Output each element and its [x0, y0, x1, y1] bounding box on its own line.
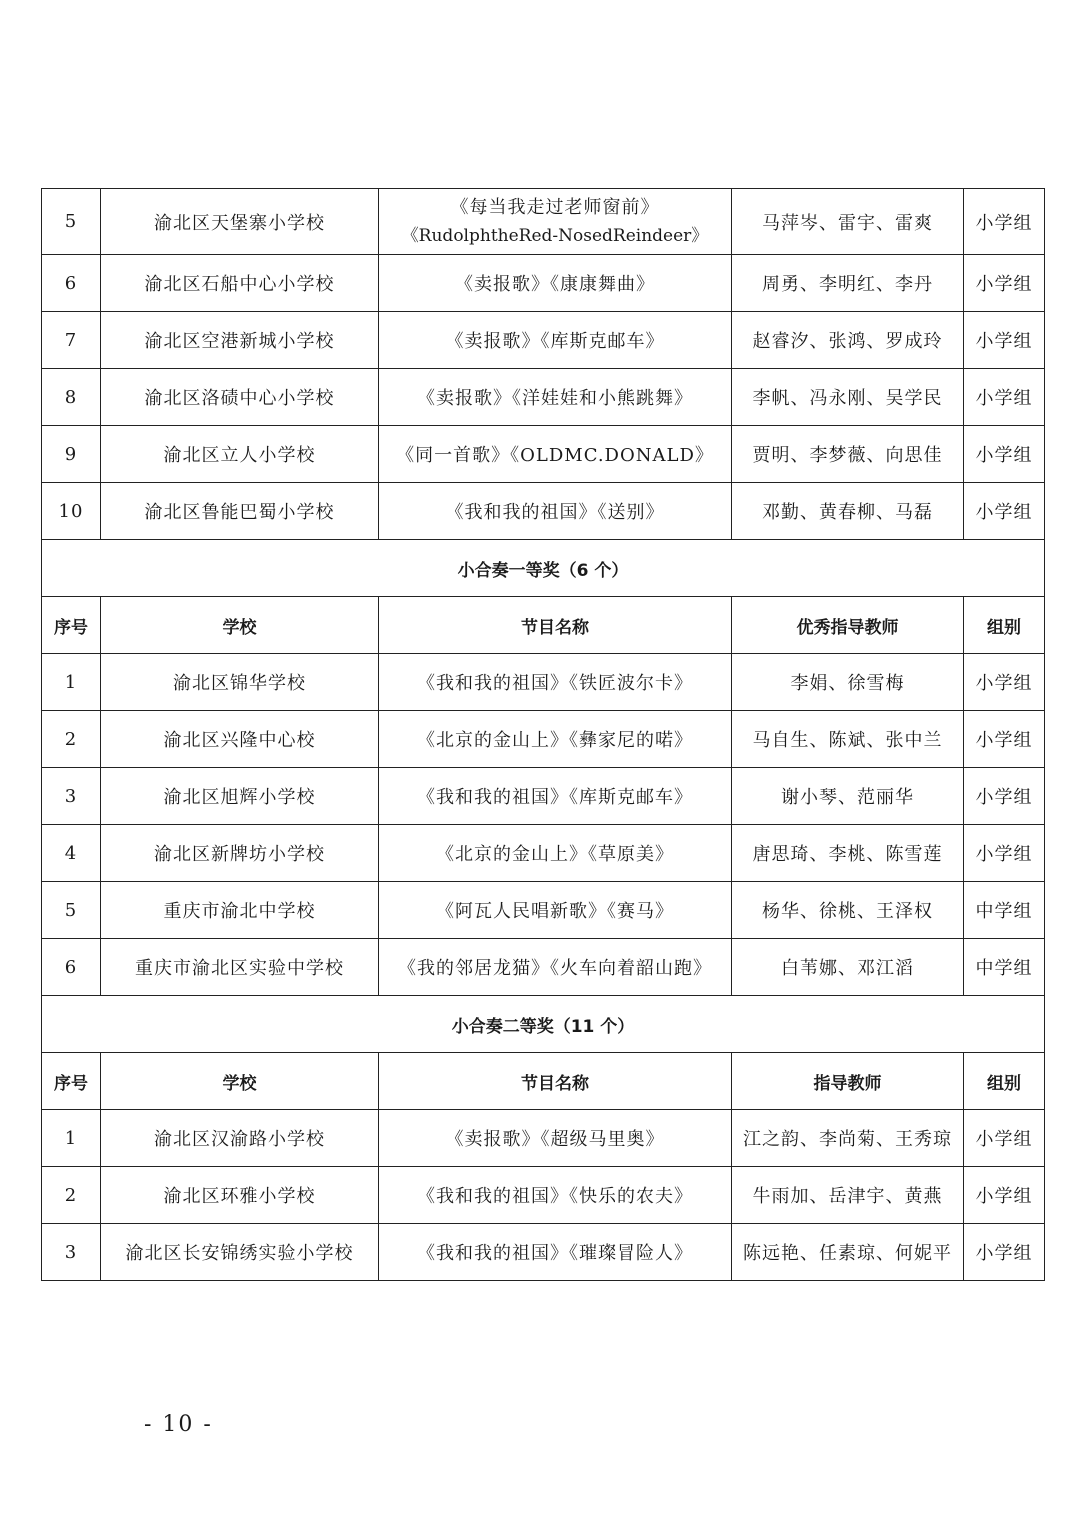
- program-cell: 《我和我的祖国》《库斯克邮车》: [379, 768, 732, 825]
- group-cell: 小学组: [964, 1167, 1045, 1224]
- school-cell: 渝北区汉渝路小学校: [101, 1110, 379, 1167]
- school-cell: 渝北区锦华学校: [101, 654, 379, 711]
- seq-cell: 8: [42, 369, 101, 426]
- group-cell: 小学组: [964, 189, 1045, 255]
- program-cell: 《卖报歌》《库斯克邮车》: [379, 312, 732, 369]
- program-cell: 《阿瓦人民唱新歌》《赛马》: [379, 882, 732, 939]
- school-cell: 重庆市渝北中学校: [101, 882, 379, 939]
- seq-cell: 2: [42, 1167, 101, 1224]
- school-cell: 渝北区石船中心小学校: [101, 255, 379, 312]
- school-cell: 渝北区环雅小学校: [101, 1167, 379, 1224]
- teachers-cell: 周勇、李明红、李丹: [732, 255, 964, 312]
- seq-cell: 1: [42, 1110, 101, 1167]
- group-cell: 小学组: [964, 654, 1045, 711]
- teachers-cell: 白苇娜、邓江滔: [732, 939, 964, 996]
- teachers-cell: 马自生、陈斌、张中兰: [732, 711, 964, 768]
- table-row: [42, 483, 1045, 540]
- program-cell: 《北京的金山上》《草原美》: [379, 825, 732, 882]
- seq-cell: 3: [42, 768, 101, 825]
- table-row: [42, 654, 1045, 711]
- section-title: 小合奏二等奖（11 个）: [42, 996, 1045, 1053]
- group-cell: 小学组: [964, 825, 1045, 882]
- seq-cell: 1: [42, 654, 101, 711]
- page-number: - 10 -: [144, 1412, 213, 1437]
- seq-cell: 6: [42, 939, 101, 996]
- header-group: 组别: [964, 597, 1045, 654]
- group-cell: 小学组: [964, 1224, 1045, 1281]
- school-cell: 渝北区鲁能巴蜀小学校: [101, 483, 379, 540]
- table-row: [42, 1224, 1045, 1281]
- school-cell: 渝北区新牌坊小学校: [101, 825, 379, 882]
- group-cell: 小学组: [964, 255, 1045, 312]
- table-row: [42, 369, 1045, 426]
- program-line: 《RudolphtheRed-NosedReindeer》: [401, 225, 709, 246]
- seq-cell: 9: [42, 426, 101, 483]
- header-row: [42, 1053, 1045, 1110]
- header-group: 组别: [964, 1053, 1045, 1110]
- group-cell: 小学组: [964, 711, 1045, 768]
- table-row: [42, 825, 1045, 882]
- program-cell: 《卖报歌》《康康舞曲》: [379, 255, 732, 312]
- teachers-cell: 陈远艳、任素琼、何妮平: [732, 1224, 964, 1281]
- table-row: [42, 768, 1045, 825]
- teachers-cell: 江之韵、李尚菊、王秀琼: [732, 1110, 964, 1167]
- table-row: [42, 882, 1045, 939]
- awards-table: [41, 188, 1045, 1281]
- program-cell: 《北京的金山上》《彝家尼的喏》: [379, 711, 732, 768]
- school-cell: 渝北区天堡寨小学校: [101, 189, 379, 255]
- section-title-row: [42, 540, 1045, 597]
- section-title-row: [42, 996, 1045, 1053]
- header-seq: 序号: [42, 1053, 101, 1110]
- teachers-cell: 谢小琴、范丽华: [732, 768, 964, 825]
- teachers-cell: 邓勤、黄春柳、马磊: [732, 483, 964, 540]
- header-school: 学校: [101, 597, 379, 654]
- school-cell: 渝北区洛碛中心小学校: [101, 369, 379, 426]
- group-cell: 中学组: [964, 882, 1045, 939]
- program-cell: 《我和我的祖国》《璀璨冒险人》: [379, 1224, 732, 1281]
- school-cell: 渝北区空港新城小学校: [101, 312, 379, 369]
- seq-cell: 4: [42, 825, 101, 882]
- group-cell: 小学组: [964, 483, 1045, 540]
- seq-cell: 7: [42, 312, 101, 369]
- school-cell: 渝北区立人小学校: [101, 426, 379, 483]
- seq-cell: 6: [42, 255, 101, 312]
- school-cell: 渝北区旭辉小学校: [101, 768, 379, 825]
- table-row: [42, 426, 1045, 483]
- school-cell: 重庆市渝北区实验中学校: [101, 939, 379, 996]
- header-teachers: 指导教师: [732, 1053, 964, 1110]
- section-title: 小合奏一等奖（6 个）: [42, 540, 1045, 597]
- table-row: [42, 939, 1045, 996]
- table-row: [42, 711, 1045, 768]
- teachers-cell: 李娟、徐雪梅: [732, 654, 964, 711]
- seq-cell: 3: [42, 1224, 101, 1281]
- header-school: 学校: [101, 1053, 379, 1110]
- school-cell: 渝北区兴隆中心校: [101, 711, 379, 768]
- seq-cell: 5: [42, 882, 101, 939]
- program-cell: 《卖报歌》《洋娃娃和小熊跳舞》: [379, 369, 732, 426]
- teachers-cell: 牛雨加、岳津宇、黄燕: [732, 1167, 964, 1224]
- program-cell: 《卖报歌》《超级马里奥》: [379, 1110, 732, 1167]
- table-row: [42, 1110, 1045, 1167]
- group-cell: 小学组: [964, 369, 1045, 426]
- group-cell: 小学组: [964, 1110, 1045, 1167]
- program-cell: 《我的邻居龙猫》《火车向着韶山跑》: [379, 939, 732, 996]
- seq-cell: 5: [42, 189, 101, 255]
- group-cell: 小学组: [964, 312, 1045, 369]
- table-row: [42, 189, 1045, 255]
- group-cell: 小学组: [964, 768, 1045, 825]
- table-row: [42, 1167, 1045, 1224]
- seq-cell: 10: [42, 483, 101, 540]
- program-cell: 《我和我的祖国》《送别》: [379, 483, 732, 540]
- header-program: 节目名称: [379, 1053, 732, 1110]
- program-cell: [379, 189, 732, 255]
- teachers-cell: 赵睿汐、张鸿、罗成玲: [732, 312, 964, 369]
- seq-cell: 2: [42, 711, 101, 768]
- program-cell: 《我和我的祖国》《快乐的农夫》: [379, 1167, 732, 1224]
- header-row: [42, 597, 1045, 654]
- program-cell: 《我和我的祖国》《铁匠波尔卡》: [379, 654, 732, 711]
- header-seq: 序号: [42, 597, 101, 654]
- group-cell: 中学组: [964, 939, 1045, 996]
- school-cell: 渝北区长安锦绣实验小学校: [101, 1224, 379, 1281]
- teachers-cell: 唐思琦、李桃、陈雪莲: [732, 825, 964, 882]
- table-row: [42, 255, 1045, 312]
- teachers-cell: 杨华、徐桃、王泽权: [732, 882, 964, 939]
- header-teachers: 优秀指导教师: [732, 597, 964, 654]
- program-cell: 《同一首歌》《OLDMC.DONALD》: [379, 426, 732, 483]
- teachers-cell: 贾明、李梦薇、向思佳: [732, 426, 964, 483]
- table-row: [42, 312, 1045, 369]
- header-program: 节目名称: [379, 597, 732, 654]
- group-cell: 小学组: [964, 426, 1045, 483]
- teachers-cell: 马萍岑、雷宇、雷爽: [732, 189, 964, 255]
- teachers-cell: 李帆、冯永刚、吴学民: [732, 369, 964, 426]
- program-line: 《每当我走过老师窗前》: [450, 196, 660, 218]
